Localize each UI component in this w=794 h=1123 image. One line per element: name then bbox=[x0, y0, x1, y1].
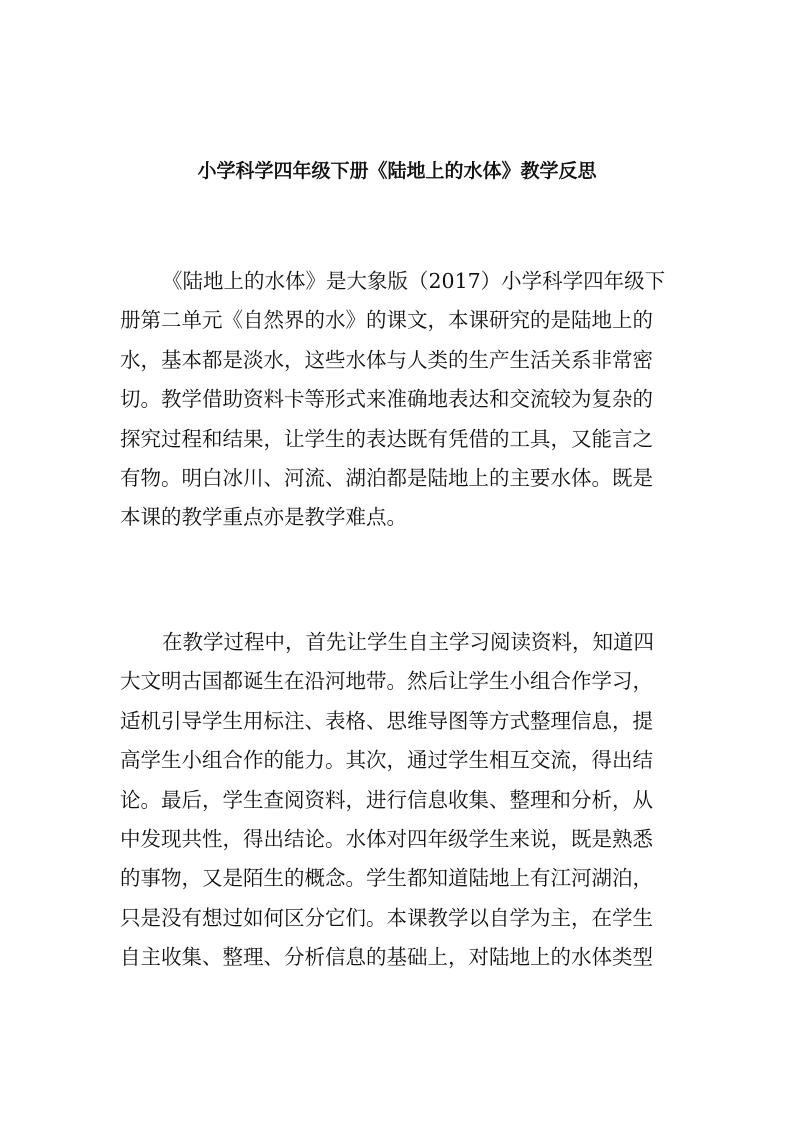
paragraph-1 bbox=[120, 262, 688, 538]
paragraph-line: 册第二单元《自然界的水》的课文，本课研究的是陆地上的 bbox=[120, 308, 653, 333]
paragraph-line: 水，基本都是淡水，这些水体与人类的生产生活关系非常密 bbox=[120, 347, 653, 372]
paragraph-line: 的事物，又是陌生的概念。学生都知道陆地上有江河湖泊， bbox=[120, 866, 653, 891]
paragraph-2 bbox=[120, 623, 688, 978]
paragraph-line: 本课的教学重点亦是教学难点。 bbox=[120, 505, 407, 530]
paragraph-line: 高学生小组合作的能力。其次，通过学生相互交流，得出结 bbox=[120, 748, 653, 773]
paragraph-line: 自主收集、整理、分析信息的基础上，对陆地上的水体类型 bbox=[120, 945, 653, 970]
paragraph-line: 《陆地上的水体》是大象版（2017）小学科学四年级下 bbox=[162, 269, 666, 293]
paragraph-line: 探究过程和结果，让学生的表达既有凭借的工具，又能言之 bbox=[120, 426, 653, 451]
paragraph-line: 论。最后，学生查阅资料，进行信息收集、整理和分析，从 bbox=[120, 787, 653, 812]
paragraph-line: 大文明古国都诞生在沿河地带。然后让学生小组合作学习， bbox=[120, 669, 653, 694]
paragraph-line: 有物。明白冰川、河流、湖泊都是陆地上的主要水体。既是 bbox=[120, 465, 653, 490]
paragraph-line: 切。教学借助资料卡等形式来准确地表达和交流较为复杂的 bbox=[120, 387, 653, 412]
paragraph-line: 只是没有想过如何区分它们。本课教学以自学为主，在学生 bbox=[120, 905, 653, 930]
paragraph-line: 适机引导学生用标注、表格、思维导图等方式整理信息，提 bbox=[120, 708, 653, 733]
document-title: 小学科学四年级下册《陆地上的水体》教学反思 bbox=[197, 160, 597, 182]
paragraph-line: 中发现共性，得出结论。水体对四年级学生来说，既是熟悉 bbox=[120, 826, 653, 851]
paragraph-line: 在教学过程中，首先让学生自主学习阅读资料，知道四 bbox=[162, 630, 654, 654]
